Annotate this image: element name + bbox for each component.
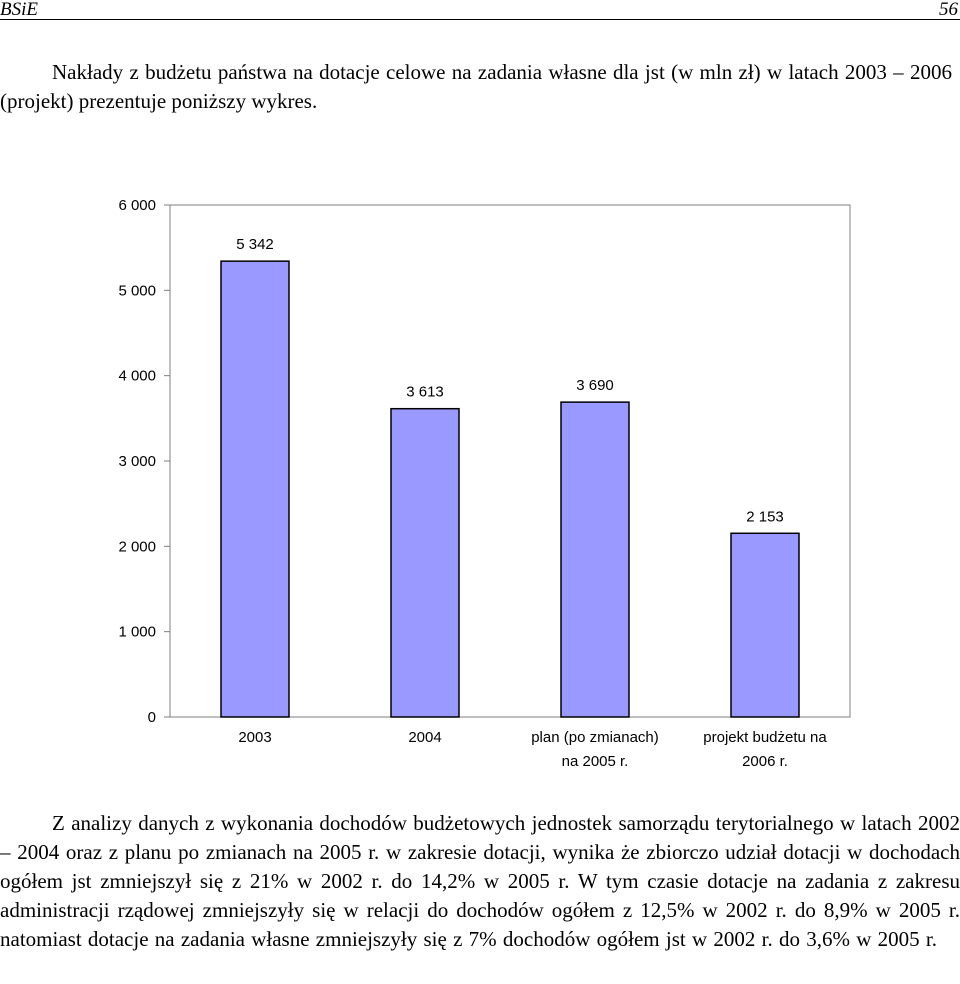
y-tick-label: 1 000 — [118, 623, 156, 641]
page-number: 56 — [939, 0, 958, 20]
bar-value-label: 2 153 — [746, 508, 784, 526]
bar-value-label: 5 342 — [236, 236, 274, 254]
bar — [391, 409, 459, 717]
header-journal: BSiE — [0, 0, 38, 20]
x-tick-label: 2004 — [408, 729, 442, 746]
analysis-paragraph: Z analizy danych z wykonania dochodów budżetowych jednostek samorządu terytorialnego w latach 2002 – 2004 oraz z planu po zmianach na 2005 r. w zakresie dotacji, wynika że zbiorczo udział dotacji w dochodach ogółem jst zmniejszył się z 21% w 2002 r. do 14,2% w 2005 r. W tym czasie dotacje na zadania z zakresu administracji rządowej zmniejszyły się w relacji do dochodów ogółem z 12,5% w 2002 r. do 8,9% w 2005 r. natomiast dotacje na zadania własne zmniejszyły się z 7% dochodów ogółem jst w 2002 r. do 3,6% w 2005 r. — [0, 811, 960, 951]
y-tick-label: 3 000 — [118, 453, 156, 470]
y-tick-label: 2 000 — [118, 538, 156, 556]
x-tick-label: plan (po zmianach) — [531, 729, 659, 746]
x-tick-label: projekt budżetu na — [703, 729, 827, 746]
bar — [731, 533, 799, 717]
x-tick-label: 2006 r. — [742, 753, 788, 770]
x-tick-label: na 2005 r. — [561, 753, 629, 770]
x-tick-label: 2003 — [238, 729, 272, 746]
bar-value-label: 3 690 — [576, 377, 614, 395]
bar-chart — [0, 188, 960, 788]
y-tick-label: 6 000 — [118, 197, 156, 214]
y-tick-label: 5 000 — [118, 282, 156, 300]
y-tick-label: 0 — [147, 709, 156, 726]
page-header — [0, 0, 960, 20]
y-tick-label: 4 000 — [118, 367, 156, 385]
bar — [221, 261, 289, 717]
intro-paragraph: Nakłady z budżetu państwa na dotacje celowe na zadania własne dla jst (w mln zł) w latach 2003 – 2006 (projekt) prezentuje poniższy wykres. — [0, 60, 952, 113]
bar-value-label: 3 613 — [406, 383, 444, 401]
bar — [561, 402, 629, 717]
